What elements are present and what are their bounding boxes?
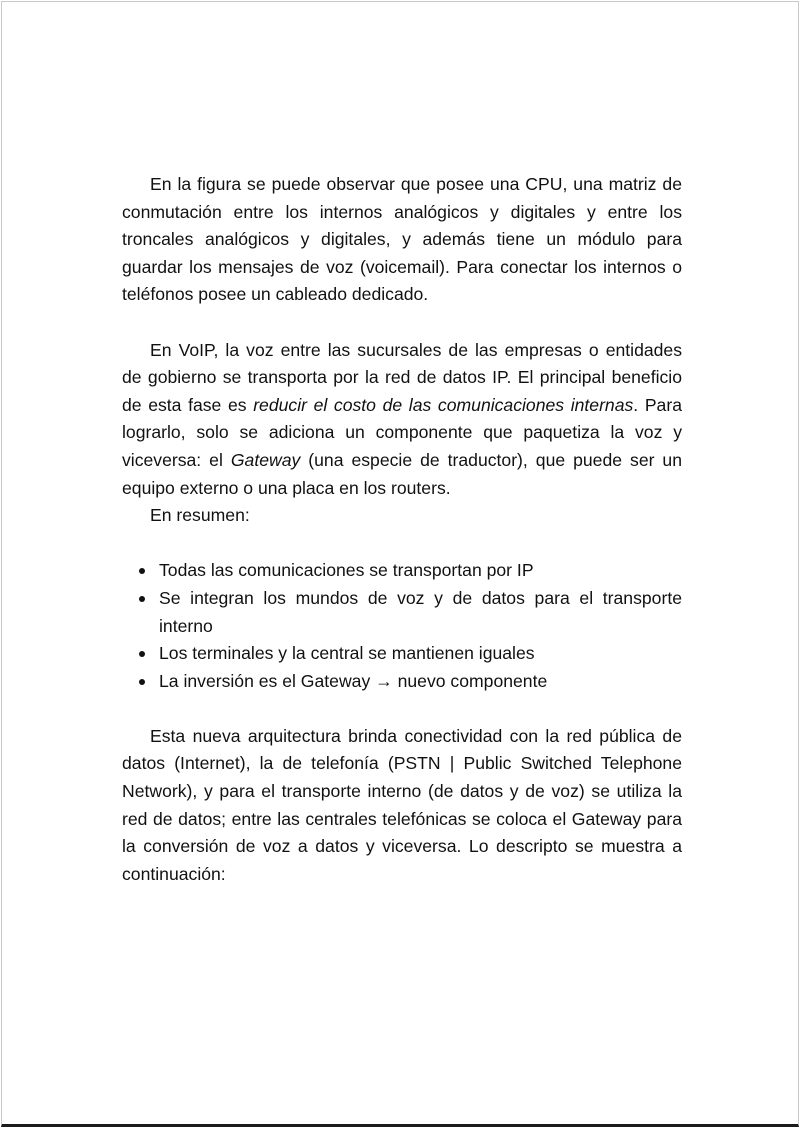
paragraph-cpu-description: En la figura se puede observar que posee una CPU, una matriz de conmutación entre los internos analógicos y digitales y entre los troncales analógicos y digitales, y además tiene un módulo para guardar los mensajes de voz (voicemail). Para conectar los internos o teléfonos posee un cableado dedicado. [122,174,682,305]
list-item [122,585,682,640]
paragraph-architecture-description: Esta nueva arquitectura brinda conectividad con la red pública de datos (Internet), la de telefonía (PSTN | Public Switched Telephone Network), y para el transporte interno (de datos y de voz) se utiliza la red de datos; entre las centrales telefónicas se coloca el Gateway para la conversión de voz a datos y viceversa. Lo descripto se muestra a continuación: [122,725,682,884]
list-item [122,668,682,696]
document-page [1,1,799,1127]
bullet-icon [139,651,145,657]
list-item-text: Todas las comunicaciones se transportan por IP [159,560,534,581]
paragraph-summary-intro: En resumen: [150,505,250,526]
emphasis-text: Gateway [230,449,301,470]
summary-bullet-list [122,557,682,695]
list-item [122,557,682,585]
paragraph-voip-description [122,337,682,503]
bullet-icon [139,596,145,602]
page-body [122,171,682,888]
list-item-text: La inversión es el Gateway → nuevo componente [159,670,548,691]
list-item [122,640,682,668]
bullet-icon [139,568,145,574]
emphasis-text: reducir el costo de las comunicaciones internas [253,394,634,415]
list-item-text: Los terminales y la central se mantienen iguales [159,643,535,664]
bullet-icon [139,679,145,685]
list-item-text: Se integran los mundos de voz y de datos para el transporte interno [159,587,682,636]
paragraph-text: En VoIP, la voz entre las sucursales de las empresas o entidades de gobierno se transporta por la red de datos IP. El principal beneficio de esta fase es [122,339,682,415]
paragraph-text: . Para lograrlo, solo se adiciona un componente que paquetiza la voz y viceversa: el [122,394,682,470]
paragraph-text: (una especie de traductor), que puede ser un equipo externo o una placa en los routers. [122,449,683,498]
